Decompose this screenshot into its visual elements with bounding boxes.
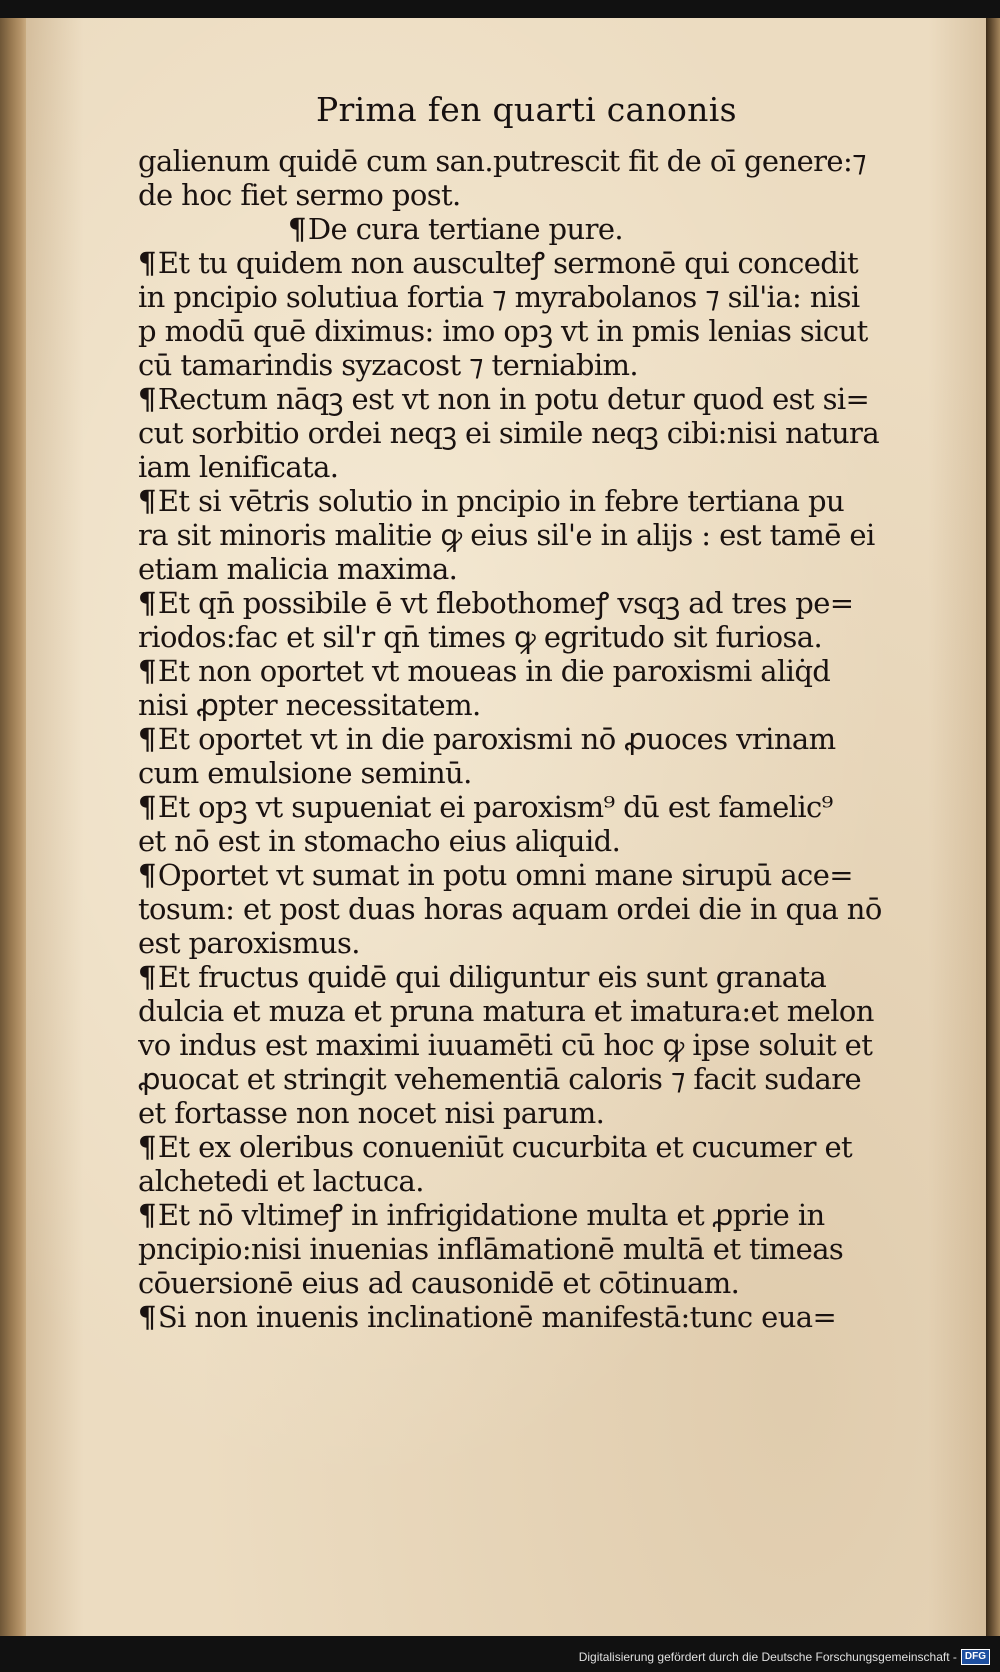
dfg-logo: DFG <box>961 1649 990 1665</box>
line-text: Oportet vt sumat in potu omni mane sirupū ace= <box>157 858 853 892</box>
pilcrow-mark: ¶ <box>138 1300 156 1334</box>
line-text: cū tamarindis syzacost ⁊ terniabim. <box>138 348 639 382</box>
line-text: Et tu quidem non ausculteꝭ sermonē qui concedit <box>157 246 858 280</box>
text-line <box>138 1300 938 1334</box>
credit-text: Digitalisierung gefördert durch die Deutsche Forschungsgemeinschaft - <box>578 1650 957 1664</box>
text-line <box>138 280 938 314</box>
text-line <box>138 314 938 348</box>
line-text: vo indus est maximi iuuamēti cū hoc ꝙ ipse soluit et <box>138 1028 873 1062</box>
line-text: etiam malicia maxima. <box>138 552 458 586</box>
text-line <box>138 382 938 416</box>
page-fore-edge <box>986 18 1000 1636</box>
text-line <box>138 484 938 518</box>
line-text: dulcia et muza et pruna matura et imatura:et melon <box>138 994 874 1028</box>
text-line <box>138 790 938 824</box>
pilcrow-mark: ¶ <box>138 586 156 620</box>
text-line <box>138 688 938 722</box>
text-line <box>138 1096 938 1130</box>
scanned-page <box>26 18 986 1636</box>
digitization-credit <box>579 1644 990 1670</box>
pilcrow-mark: ¶ <box>138 722 156 756</box>
pilcrow-mark: ¶ <box>138 484 156 518</box>
text-line <box>138 1062 938 1096</box>
line-text: cut sorbitio ordei neqꝫ ei simile neqꝫ cibi:nisi natura <box>138 416 880 450</box>
line-text: et nō est in stomacho eius aliquid. <box>138 824 621 858</box>
line-text: De cura tertiane pure. <box>307 212 624 246</box>
line-text: tosum: et post duas horas aquam ordei die in qua nō <box>138 892 882 926</box>
text-line <box>138 960 938 994</box>
pilcrow-mark: ¶ <box>138 654 156 688</box>
line-text: alchetedi et lactuca. <box>138 1164 424 1198</box>
text-line <box>138 892 938 926</box>
text-line <box>138 1266 938 1300</box>
line-text: ra sit minoris malitie ꝙ eius sil'e in alijs : est tamē ei <box>138 518 875 552</box>
line-text: Si non inuenis inclinationē manifestā:tunc eua= <box>157 1300 837 1334</box>
line-text: Et non oportet vt moueas in die paroxismi aliq̇d <box>157 654 831 688</box>
line-text: Rectum nāqꝫ est vt non in potu detur quod est si= <box>157 382 870 416</box>
text-line <box>138 620 938 654</box>
text-line <box>138 926 938 960</box>
text-line <box>138 1232 938 1266</box>
text-line <box>138 178 938 212</box>
pilcrow-mark: ¶ <box>138 858 156 892</box>
text-line <box>138 1130 938 1164</box>
text-line <box>138 450 938 484</box>
line-text: Et ex oleribus conueniūt cucurbita et cucumer et <box>157 1130 853 1164</box>
pilcrow-mark: ¶ <box>138 246 156 280</box>
text-line <box>138 994 938 1028</box>
text-line <box>138 348 938 382</box>
text-line <box>138 654 938 688</box>
text-line <box>138 722 938 756</box>
line-text: Et nō vltimeꝭ in infrigidatione multa et ꝓprie in <box>157 1198 825 1232</box>
line-text: Et si vētris solutio in pncipio in febre tertiana pu <box>157 484 845 518</box>
line-text: Et qn̄ possibile ē vt flebothomeꝭ vsqꝫ ad tres pe= <box>157 586 854 620</box>
text-line <box>138 824 938 858</box>
text-line <box>138 144 938 178</box>
text-line <box>138 586 938 620</box>
text-line <box>138 246 938 280</box>
line-text: Et opꝫ vt supueniat ei paroxism⁹ dū est famelic⁹ <box>157 790 833 824</box>
text-line <box>138 858 938 892</box>
line-text: riodos:fac et sil'r qn̄ times ꝙ egritudo sit furiosa. <box>138 620 823 654</box>
text-line <box>138 1164 938 1198</box>
line-text: est paroxismus. <box>138 926 360 960</box>
pilcrow-mark: ¶ <box>138 1130 156 1164</box>
line-text: galienum quidē cum san.putrescit fit de oī genere:⁊ <box>138 144 866 178</box>
line-text: et fortasse non nocet nisi parum. <box>138 1096 605 1130</box>
line-text: cum emulsione seminū. <box>138 756 472 790</box>
text-line <box>138 212 938 246</box>
line-text: nisi ꝓpter necessitatem. <box>138 688 481 722</box>
pilcrow-mark: ¶ <box>288 212 306 246</box>
line-text: ꝓuocat et stringit vehementiā caloris ⁊ facit sudare <box>138 1062 862 1096</box>
line-text: iam lenificata. <box>138 450 339 484</box>
line-text: in pncipio solutiua fortia ⁊ myrabolanos ⁊ sil'ia: nisi <box>138 280 860 314</box>
text-line <box>138 756 938 790</box>
pilcrow-mark: ¶ <box>138 382 156 416</box>
line-text: cōuersionē eius ad causonidē et cōtinuam. <box>138 1266 740 1300</box>
pilcrow-mark: ¶ <box>138 960 156 994</box>
line-text: de hoc fiet sermo post. <box>138 178 461 212</box>
text-line <box>138 518 938 552</box>
line-text: p modū quē diximus: imo opꝫ vt in pmis lenias sicut <box>138 314 868 348</box>
text-line <box>138 1028 938 1062</box>
pilcrow-mark: ¶ <box>138 790 156 824</box>
pilcrow-mark: ¶ <box>138 1198 156 1232</box>
line-text: Et fructus quidē qui diliguntur eis sunt granata <box>157 960 827 994</box>
running-header: Prima fen quarti canonis <box>316 90 737 129</box>
book-spine <box>0 18 26 1636</box>
text-body <box>138 144 938 1334</box>
text-line <box>138 1198 938 1232</box>
text-line <box>138 416 938 450</box>
text-line <box>138 552 938 586</box>
line-text: pncipio:nisi inuenias inflāmationē multā et timeas <box>138 1232 844 1266</box>
line-text: Et oportet vt in die paroxismi nō ꝓuoces vrinam <box>157 722 836 756</box>
